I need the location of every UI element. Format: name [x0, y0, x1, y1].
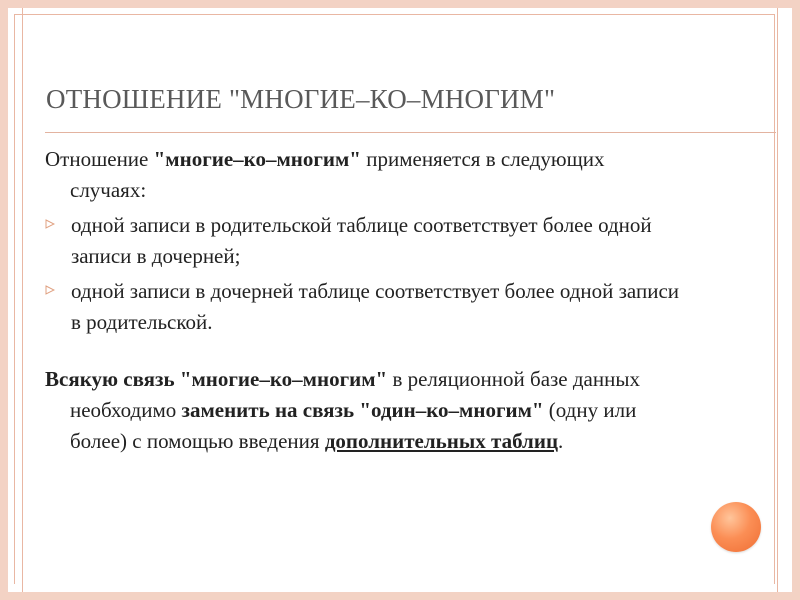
- outline-diamond-bullet-icon: [45, 285, 55, 295]
- conclusion-bold-2: заменить на связь "один–ко–многим": [181, 398, 544, 422]
- slide-body: [45, 144, 685, 457]
- bullet-item: [45, 276, 685, 338]
- conclusion-text-3: .: [558, 429, 564, 453]
- intro-paragraph: [45, 144, 685, 206]
- intro-bold: "многие–ко–многим": [153, 147, 361, 171]
- bullet-item: [45, 210, 685, 272]
- intro-prefix: Отношение: [45, 147, 154, 171]
- orange-circle-icon: [711, 502, 761, 552]
- outline-diamond-bullet-icon: [45, 219, 55, 229]
- conclusion-text-1: в реляционной базе данных необходимо: [70, 367, 640, 422]
- right-border-line: [777, 8, 778, 592]
- left-border-line: [22, 8, 23, 592]
- conclusion-bold-3: дополнительных таблиц: [324, 429, 559, 453]
- conclusion-bold-1: Всякую связь "многие–ко–многим": [45, 367, 388, 391]
- title-divider: [45, 132, 776, 133]
- bullet-text: одной записи в родительской таблице соответствует более одной записи в дочерней;: [71, 213, 652, 268]
- slide-title: ОТНОШЕНИЕ "МНОГИЕ–КО–МНОГИМ": [46, 84, 556, 114]
- intro-suffix: применяется в следующих случаях:: [70, 147, 605, 202]
- conclusion-paragraph: [45, 364, 685, 457]
- conclusion-text-2: (одну или более) с помощью введения: [70, 398, 637, 453]
- bullet-text: одной записи в дочерней таблице соответствует более одной записи в родительской.: [71, 279, 680, 334]
